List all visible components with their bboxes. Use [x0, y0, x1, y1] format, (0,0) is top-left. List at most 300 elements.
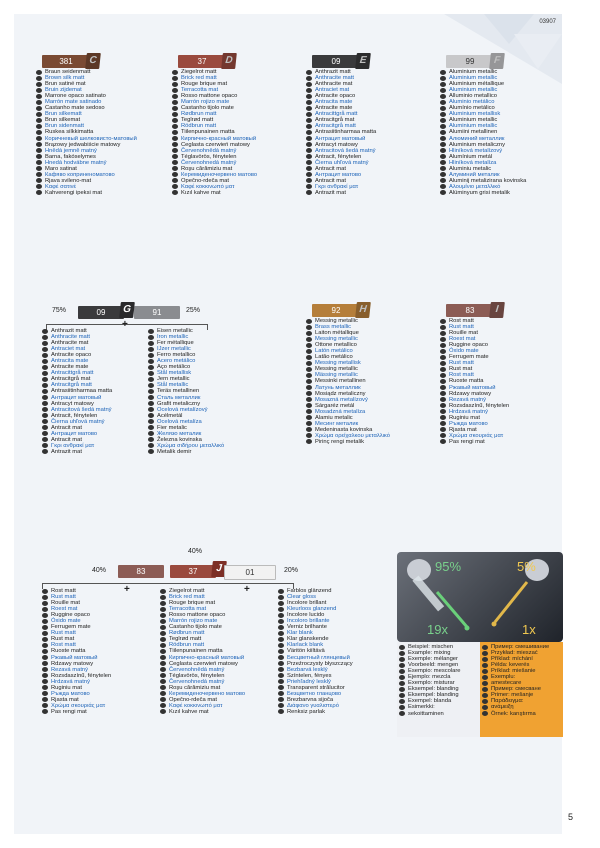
- language-flag-icon: [399, 657, 405, 662]
- language-flag-icon: [172, 148, 178, 153]
- color-name: Opečno-rdeča mat: [169, 696, 218, 703]
- language-flag-icon: [306, 94, 312, 99]
- language-flag-icon: [306, 112, 312, 117]
- list-item: [482, 711, 549, 717]
- color-name: Hliníková metalízový: [449, 147, 503, 154]
- color-name: Rust matt: [51, 594, 76, 601]
- language-flag-icon: [172, 118, 178, 123]
- language-flag-icon: [306, 130, 312, 135]
- pct-green: 95%: [435, 559, 462, 574]
- language-flag-icon: [42, 661, 48, 666]
- color-name: Antracite mate: [315, 105, 353, 112]
- color-name: Mosadzná metalíza: [315, 408, 366, 415]
- color-name: Színtelen, fényes: [287, 672, 332, 679]
- pct-yellow: 5%: [517, 559, 536, 574]
- color-name: Ejemplo: mezcla: [408, 674, 451, 681]
- color-name: Téglavörös, fénytelen: [169, 672, 225, 679]
- list-item: [42, 709, 111, 715]
- language-flag-icon: [440, 367, 446, 372]
- language-flag-icon: [440, 136, 446, 141]
- color-name: Rouille mat: [449, 330, 478, 337]
- paint-number-chip-b: 37: [170, 565, 216, 578]
- paint-number-chip-a: 83: [118, 565, 164, 578]
- color-name: Παράδειγμα:: [491, 698, 524, 705]
- color-name: Roest mat: [449, 336, 476, 343]
- language-flag-icon: [42, 347, 48, 352]
- language-flag-icon: [440, 124, 446, 129]
- color-name: Antracit mat: [51, 424, 82, 431]
- color-name: Ziegelrot matt: [169, 588, 205, 594]
- color-name: Červenohnedá matný: [169, 678, 225, 685]
- color-name: Rjasta mat: [449, 426, 477, 433]
- language-flag-icon: [160, 661, 166, 666]
- language-flag-icon: [36, 184, 42, 189]
- language-flag-icon: [172, 172, 178, 177]
- language-flag-icon: [172, 178, 178, 183]
- language-flag-icon: [399, 711, 405, 716]
- color-name: Čierna uhľová matný: [315, 159, 369, 166]
- color-name: Ferrugem mate: [449, 354, 489, 361]
- language-flag-icon: [148, 407, 154, 412]
- color-name: Rozsdaszínű, fénytelen: [51, 672, 112, 679]
- language-flag-icon: [160, 595, 166, 600]
- language-flag-icon: [42, 425, 48, 430]
- color-name: Anthracite matt: [51, 334, 90, 341]
- color-name: Brun silkemat: [45, 117, 81, 124]
- color-name: Διάφανο γυαλιστερό: [287, 702, 339, 709]
- language-flag-icon: [160, 703, 166, 708]
- language-flag-icon: [306, 349, 312, 354]
- language-flag-icon: [278, 703, 284, 708]
- language-flag-icon: [42, 419, 48, 424]
- color-name: Антрацит матово: [315, 171, 362, 178]
- language-flag-icon: [172, 112, 178, 117]
- language-flag-icon: [482, 663, 488, 668]
- color-name: Antracitová šedá matný: [315, 147, 376, 154]
- language-flag-icon: [399, 699, 405, 704]
- language-flag-icon: [36, 82, 42, 87]
- color-name: Antrazit mat: [51, 448, 82, 455]
- language-flag-icon: [440, 409, 446, 414]
- color-name: Rosso mattone opaco: [169, 612, 226, 619]
- language-flag-icon: [278, 697, 284, 702]
- language-flag-icon: [172, 154, 178, 159]
- language-flag-icon: [399, 651, 405, 656]
- color-name: Marrón rojizo mate: [181, 99, 230, 106]
- color-name: Aluminium metallic: [449, 87, 498, 94]
- language-flag-icon: [42, 377, 48, 382]
- color-name: Acélmetál: [157, 412, 183, 419]
- color-name: Aluminium métallique: [449, 81, 505, 88]
- language-flag-icon: [148, 401, 154, 406]
- language-flag-icon: [36, 76, 42, 81]
- color-name: Esimerkki:: [408, 704, 435, 711]
- color-name: Przykład: mieszać: [491, 650, 538, 657]
- color-name: Кафяво коприненоматово: [45, 171, 115, 178]
- language-flag-icon: [482, 705, 488, 710]
- language-flag-icon: [306, 106, 312, 111]
- language-flag-icon: [160, 625, 166, 630]
- color-name: Ръжда матово: [449, 420, 488, 427]
- language-flag-icon: [306, 397, 312, 402]
- language-flag-icon: [42, 619, 48, 624]
- color-name: Roşu cărămiziu mat: [181, 165, 233, 172]
- plus-icon: +: [124, 584, 130, 595]
- language-flag-icon: [440, 343, 446, 348]
- language-flag-icon: [306, 124, 312, 129]
- color-name: Antracit, fénytelen: [51, 412, 98, 419]
- color-name: ανάμειξη: [491, 704, 514, 711]
- language-flag-icon: [148, 353, 154, 358]
- language-flag-icon: [36, 136, 42, 141]
- color-name: Ferro metallico: [157, 352, 196, 359]
- color-name: Hrdzavá matný: [51, 678, 90, 685]
- language-flag-icon: [278, 613, 284, 618]
- language-flag-icon: [148, 389, 154, 394]
- color-name: Farblos glänzend: [287, 588, 332, 594]
- language-flag-icon: [42, 383, 48, 388]
- language-flag-icon: [42, 589, 48, 594]
- color-name: Sárgaréz metál: [315, 402, 355, 409]
- language-flag-icon: [306, 337, 312, 342]
- language-flag-icon: [440, 319, 446, 324]
- language-flag-icon: [36, 88, 42, 93]
- language-flag-icon: [172, 82, 178, 87]
- language-flag-icon: [440, 178, 446, 183]
- color-name: Castanho tijolo mate: [181, 105, 234, 112]
- color-name: Antracyt matowy: [315, 141, 358, 148]
- language-flag-icon: [42, 703, 48, 708]
- color-name: Klar blank: [287, 630, 313, 637]
- language-flag-icon: [42, 643, 48, 648]
- language-flag-icon: [160, 667, 166, 672]
- color-name: Aluminij metalizirana kovinska: [449, 177, 527, 184]
- color-name: Roest mat: [51, 606, 78, 613]
- language-flag-icon: [306, 76, 312, 81]
- color-name: Ceglasta czerwień matowy: [169, 660, 238, 667]
- color-name: Messing metallic: [315, 318, 358, 324]
- variant-letter-tag: J: [211, 561, 227, 577]
- color-name: Ottone metallico: [315, 342, 357, 349]
- paint-number-chip-c: 01: [224, 565, 276, 580]
- language-flag-icon: [482, 675, 488, 680]
- language-flag-icon: [440, 184, 446, 189]
- list-item: [36, 190, 137, 196]
- language-flag-icon: [278, 607, 284, 612]
- pipette-icon: [397, 552, 563, 642]
- color-name: Tiilenpunainen matta: [169, 648, 223, 655]
- language-flag-icon: [42, 631, 48, 636]
- language-flag-icon: [306, 391, 312, 396]
- language-flag-icon: [440, 391, 446, 396]
- color-name: Ruoste matta: [449, 378, 484, 385]
- color-name: Exemplo: misturar: [408, 680, 455, 687]
- color-name: Brązowy jedwabiście matowy: [45, 141, 121, 148]
- color-name: Teglrød matt: [169, 636, 202, 643]
- color-name: Ruskea silkkimatta: [45, 129, 94, 136]
- language-flag-icon: [42, 691, 48, 696]
- language-flag-icon: [278, 589, 284, 594]
- color-name: Aluminium metallic: [449, 75, 498, 82]
- paint-number-chip: 83: [446, 304, 494, 317]
- language-flag-icon: [440, 100, 446, 105]
- color-name: Γκρι ανθρακί ματ: [315, 183, 359, 190]
- list-item: [399, 711, 461, 717]
- language-flag-icon: [278, 673, 284, 678]
- language-flag-icon: [42, 709, 48, 714]
- color-name: Rdzawy matowy: [51, 660, 94, 667]
- color-name: Brun sidenmatt: [45, 123, 84, 130]
- paint-number-chip: 381: [42, 55, 90, 68]
- translation-list: [440, 69, 526, 196]
- language-flag-icon: [36, 172, 42, 177]
- language-flag-icon: [440, 148, 446, 153]
- language-flag-icon: [36, 100, 42, 105]
- language-flag-icon: [148, 329, 154, 334]
- language-flag-icon: [42, 359, 48, 364]
- language-flag-icon: [306, 361, 312, 366]
- color-name: Rost matt: [449, 318, 474, 324]
- language-flag-icon: [160, 589, 166, 594]
- language-flag-icon: [36, 118, 42, 123]
- language-flag-icon: [440, 385, 446, 390]
- color-name: Antracitová šedá matný: [51, 406, 112, 413]
- color-name: Ruggine opaco: [51, 612, 90, 619]
- translation-list: [306, 318, 390, 445]
- color-name: Metalik demir: [157, 448, 192, 455]
- translation-list: [440, 318, 509, 445]
- color-name: Коричневый шелковисто-матовый: [45, 135, 137, 142]
- language-flag-icon: [306, 343, 312, 348]
- paint-number-chip-left: 09: [78, 306, 124, 319]
- language-flag-icon: [172, 100, 178, 105]
- language-flag-icon: [399, 681, 405, 686]
- language-flag-icon: [440, 427, 446, 432]
- color-name: Anthrazit matt: [315, 69, 351, 75]
- color-name: Messing metallic: [315, 336, 358, 343]
- color-name: Exempel: blanda: [408, 698, 452, 705]
- color-name: Óxido mate: [51, 618, 81, 625]
- color-name: Grafit metaliczny: [157, 400, 201, 407]
- color-name: Aço metálico: [157, 364, 191, 371]
- language-flag-icon: [160, 685, 166, 690]
- language-flag-icon: [172, 166, 178, 171]
- language-flag-icon: [278, 691, 284, 696]
- variant-letter-tag: E: [355, 53, 371, 69]
- language-flag-icon: [160, 637, 166, 642]
- color-name: Örnek: karıştırma: [491, 710, 536, 717]
- color-name: Kahverengi ipeksi mat: [45, 189, 103, 196]
- product-code: 03907: [539, 19, 556, 25]
- language-flag-icon: [306, 373, 312, 378]
- color-name: Antracitgrå mat: [315, 117, 355, 124]
- color-name: Ruginiu mat: [449, 414, 480, 421]
- color-name: Hrdzavá matný: [449, 408, 488, 415]
- color-name: Rezavá matný: [51, 666, 89, 673]
- color-name: Iron metallic: [157, 334, 189, 341]
- language-flag-icon: [148, 383, 154, 388]
- color-name: Rouge brique mat: [181, 81, 228, 88]
- color-name: Antracit mat: [315, 177, 346, 184]
- language-flag-icon: [278, 595, 284, 600]
- language-flag-icon: [36, 94, 42, 99]
- translation-list-c: [278, 588, 353, 715]
- language-flag-icon: [160, 655, 166, 660]
- language-flag-icon: [160, 607, 166, 612]
- color-name: Антрацит матовый: [51, 394, 102, 401]
- color-name: Latón metálico: [315, 348, 353, 355]
- color-name: Kleurloos glanzend: [287, 606, 337, 613]
- color-name: Rouge brique mat: [169, 600, 216, 607]
- color-name: Exemple: mélanger: [408, 656, 458, 663]
- language-flag-icon: [482, 687, 488, 692]
- color-name: Ocelová metalízový: [157, 406, 208, 413]
- color-name: Příklad: míchání: [491, 656, 533, 663]
- language-flag-icon: [36, 70, 42, 75]
- color-name: Barna, fakóselymes: [45, 153, 96, 160]
- color-name: Aluminiu metalic: [449, 165, 492, 172]
- color-name: Pas rengi mat: [449, 438, 485, 445]
- color-name: Antracite opaco: [315, 93, 356, 100]
- color-name: Brass metallic: [315, 324, 352, 331]
- language-flag-icon: [42, 407, 48, 412]
- language-flag-icon: [440, 70, 446, 75]
- color-name: Mässing metallic: [315, 372, 358, 379]
- language-flag-icon: [278, 631, 284, 636]
- drops-green: 19x: [427, 622, 448, 637]
- color-name: Χρώμα σκουριάς ματ: [51, 702, 106, 709]
- color-name: Antrasiitinharmaa matta: [315, 129, 377, 136]
- language-flag-icon: [306, 331, 312, 336]
- color-name: Železna kovinska: [157, 436, 202, 443]
- language-flag-icon: [278, 667, 284, 672]
- paint-number-chip: 37: [178, 55, 226, 68]
- color-name: Teglrød matt: [181, 117, 214, 124]
- language-flag-icon: [172, 94, 178, 99]
- language-flag-icon: [306, 142, 312, 147]
- page-number: 5: [568, 812, 574, 822]
- language-flag-icon: [399, 675, 405, 680]
- color-name: Rödbrun matt: [169, 642, 205, 649]
- color-name: Χρώμα ορείχαλκου μεταλλικό: [315, 432, 390, 439]
- color-name: Керемиденочервено матово: [169, 690, 246, 697]
- language-flag-icon: [278, 625, 284, 630]
- list-item: [278, 709, 353, 715]
- color-name: Rjasta mat: [51, 696, 79, 703]
- color-name: Antracittgrå matt: [315, 111, 358, 118]
- language-flag-icon: [482, 693, 488, 698]
- color-name: Marrone opaco satinato: [45, 93, 106, 100]
- color-name: Rjava svileno-mat: [45, 177, 92, 184]
- language-flag-icon: [42, 607, 48, 612]
- color-name: Tiilenpunainen matta: [181, 129, 235, 136]
- mixing-example-panel: [397, 552, 563, 737]
- color-name: Messinki metallinen: [315, 378, 366, 385]
- color-name: Rost matt: [51, 642, 76, 649]
- language-flag-icon: [172, 88, 178, 93]
- color-name: Terracotta mat: [169, 606, 207, 613]
- language-flag-icon: [36, 112, 42, 117]
- language-flag-icon: [36, 142, 42, 147]
- color-name: Antracitgrå matt: [315, 123, 356, 130]
- color-name: Rost matt: [449, 372, 474, 379]
- language-flag-icon: [36, 148, 42, 153]
- language-flag-icon: [306, 355, 312, 360]
- translation-list-right: [148, 328, 224, 455]
- color-name: Καφέ κοκκινωπό ματ: [181, 183, 235, 190]
- language-flag-icon: [172, 70, 178, 75]
- color-name: Príklad: miešanie: [491, 668, 536, 675]
- language-flag-icon: [160, 619, 166, 624]
- color-name: Rust mat: [449, 366, 473, 373]
- color-name: Jern metallic: [157, 376, 190, 383]
- language-flag-icon: [42, 679, 48, 684]
- language-flag-icon: [148, 365, 154, 370]
- language-flag-icon: [306, 178, 312, 183]
- language-flag-icon: [482, 681, 488, 686]
- variant-letter-tag: G: [119, 302, 135, 318]
- list-item: [148, 449, 224, 455]
- color-name: Antracite opaco: [51, 352, 92, 359]
- language-flag-icon: [440, 88, 446, 93]
- language-flag-icon: [42, 667, 48, 672]
- color-name: Antracite mate: [51, 364, 89, 371]
- language-flag-icon: [42, 697, 48, 702]
- language-flag-icon: [42, 655, 48, 660]
- color-name: Čierna uhľová matný: [51, 418, 105, 425]
- color-name: Alumínium metál: [449, 153, 493, 160]
- color-name: Бесцветный глянцевый: [287, 654, 350, 661]
- language-flag-icon: [148, 377, 154, 382]
- color-name: Transparent strălucitor: [287, 684, 345, 691]
- color-name: Χρώμα σκουριάς ματ: [449, 432, 504, 439]
- language-flag-icon: [148, 443, 154, 448]
- color-name: Medeninasta kovinska: [315, 426, 373, 433]
- plus-icon: +: [244, 584, 250, 595]
- language-flag-icon: [42, 625, 48, 630]
- language-flag-icon: [42, 637, 48, 642]
- color-name: Eksempel: blanding: [408, 692, 459, 699]
- color-name: Antraciet mat: [51, 346, 86, 353]
- language-flag-icon: [148, 413, 154, 418]
- language-flag-icon: [306, 88, 312, 93]
- language-flag-icon: [440, 349, 446, 354]
- color-name: Mosiądz metaliczny: [315, 390, 366, 397]
- language-flag-icon: [148, 341, 154, 346]
- color-name: Желязо металик: [157, 430, 202, 437]
- color-name: Pas rengi mat: [51, 708, 87, 715]
- color-name: Aluminium metallic: [449, 123, 498, 130]
- color-name: Incolore brillant: [287, 600, 327, 607]
- language-flag-icon: [306, 82, 312, 87]
- variant-letter-tag: F: [489, 53, 505, 69]
- language-flag-icon: [42, 371, 48, 376]
- pct-top: 40%: [188, 548, 203, 555]
- color-name: Anthracite mat: [51, 340, 89, 347]
- color-name: Kızıl kahve mat: [181, 189, 221, 196]
- language-flag-icon: [440, 172, 446, 177]
- color-name: Rozsdaszínű, fénytelen: [449, 402, 510, 409]
- color-name: Αλουμίνιο μεταλλικό: [449, 183, 501, 190]
- color-name: Ferrugem mate: [51, 624, 91, 631]
- language-flag-icon: [440, 433, 446, 438]
- color-name: Brown silk matt: [45, 75, 85, 82]
- language-flag-icon: [172, 136, 178, 141]
- color-name: Eisen metallic: [157, 328, 193, 334]
- color-name: Ocelová metalíza: [157, 418, 202, 425]
- translation-list-b: [160, 588, 245, 715]
- color-name: Καφέ κοκκινωπό ματ: [169, 702, 223, 709]
